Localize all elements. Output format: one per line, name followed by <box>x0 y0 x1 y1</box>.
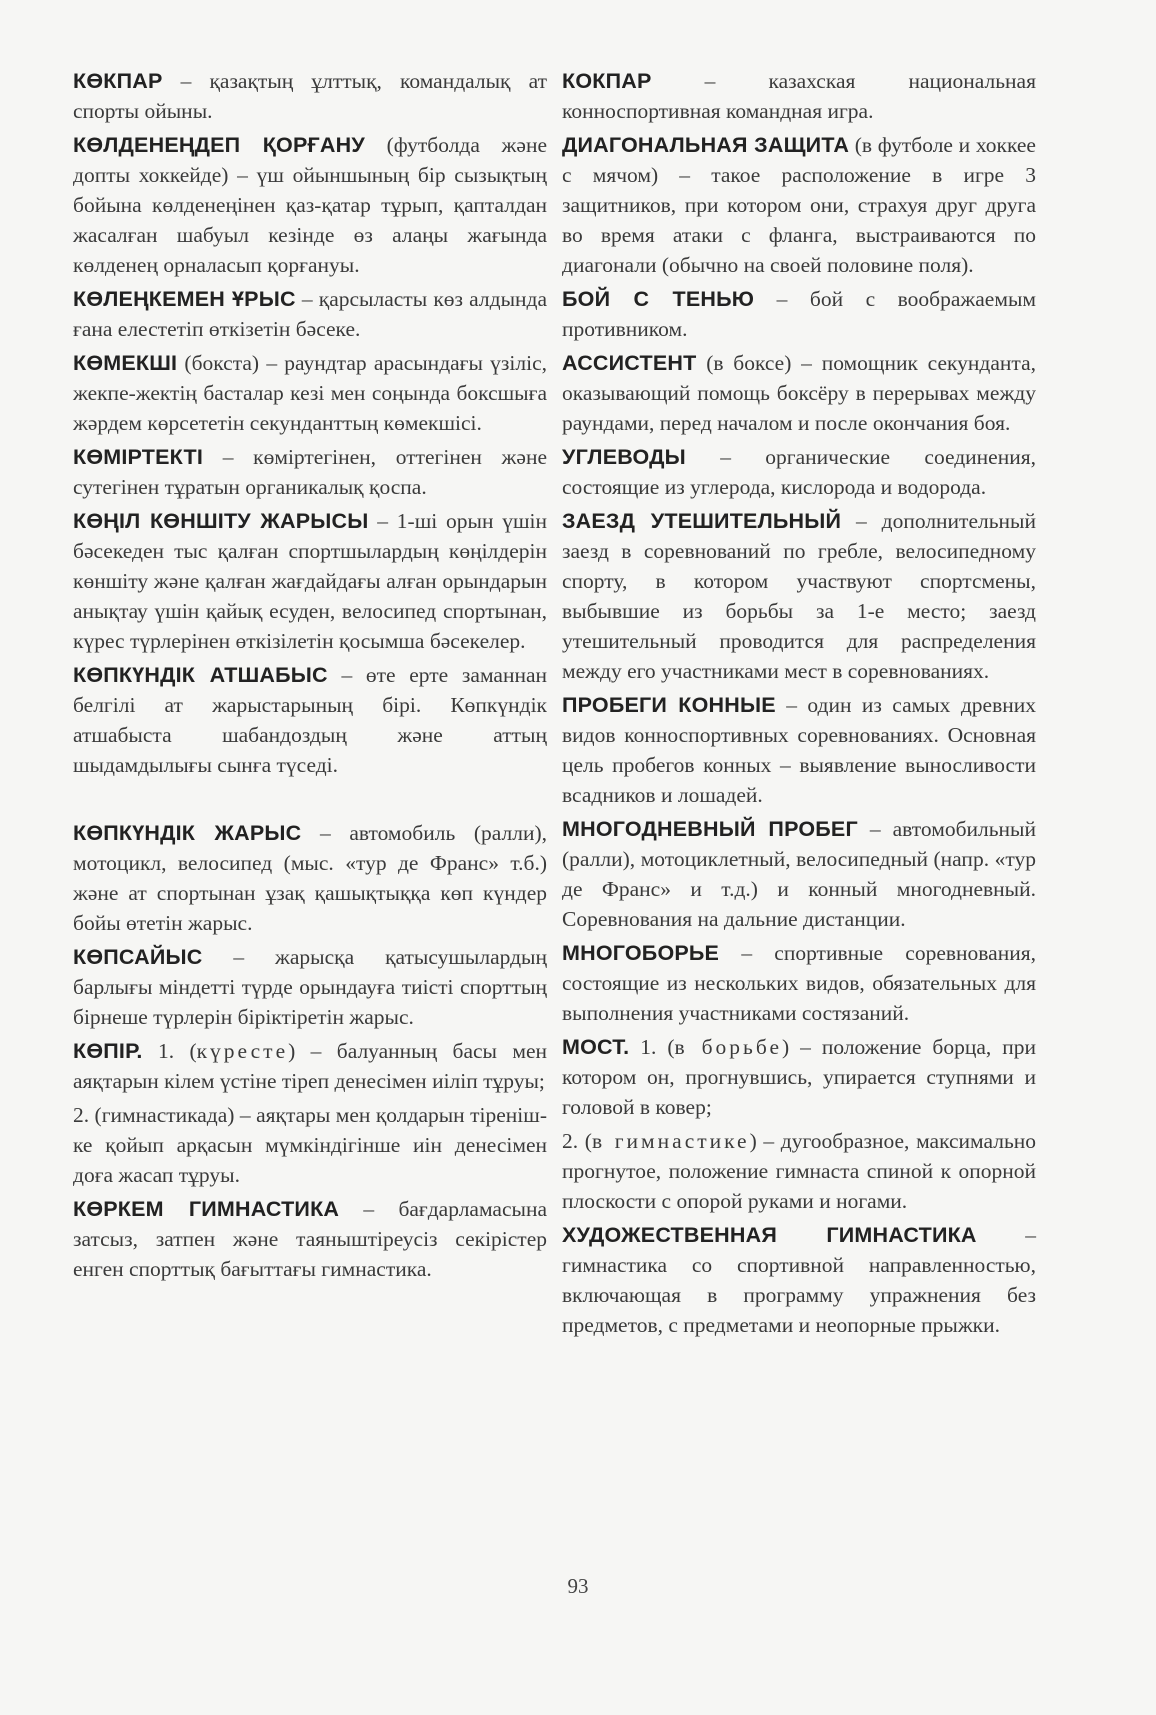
entry-kopir-sense-2 <box>73 1100 547 1190</box>
entry-shadow-boxing <box>562 284 1036 344</box>
definition: – өте ерте заманнан белгілі ат жарыстарының бірі. Көпкүндік атшабыста шабандоздың және аттың шыдамдылығы сынға түседі. <box>73 663 547 777</box>
definition: – органические соединения, состоящие из углерода, кислорода и водорода. <box>562 445 1036 499</box>
entry-horse-runs <box>562 690 1036 810</box>
term: КӨПІР. <box>73 1039 143 1063</box>
term: МНОГОБОРЬЕ <box>562 941 720 965</box>
russian-column <box>562 66 1036 1344</box>
term: АССИСТЕНТ <box>562 351 697 375</box>
definition: – спортивные соревнования, состоящие из нескольких видов, обязательных для выполнения участниками состязаний. <box>562 941 1036 1025</box>
definition: 2. (гимнастикада) – аяқтары мен қолдарын тіренішке қойып арқасын мүмкіндігінше иін денесімен доға жасап тұруы. <box>73 1103 547 1187</box>
entry-kopir <box>73 1036 547 1096</box>
sense-number: 1. ( <box>142 1039 197 1063</box>
entry-rhythmic-gymnastics <box>562 1220 1036 1340</box>
definition: – бағдарламасына затсыз, затпен және таяныштіреусіз секірістер енген спорттық бағыттағы гимнастика. <box>73 1197 548 1281</box>
term: КӨПКҮНДІК ЖАРЫС <box>73 821 302 845</box>
definition: – гимнастика со спортивной направленностью, включающая в программу упражнения без предметов, с предметами и неопорные прыжки. <box>562 1223 1036 1337</box>
spacer <box>73 784 547 818</box>
term: КӨМІРТЕКТІ <box>73 445 204 469</box>
term: ХУДОЖЕСТВЕННАЯ ГИМНАСТИКА <box>562 1223 977 1247</box>
definition: (футболда және допты хоккейде) – үш ойыншының бір сызықтың бойына көлденеңінен қаз-қатар тұрып, қапталдан жасалған шабуыл кезінде өз алаңы жағында көлденең орналасып қорғануы. <box>73 133 548 277</box>
definition: – автомобильный (ралли), мотоциклетный, велосипедный (напр. «тур де Франс» и т.д.) и конный многодневный. Соревнования на дальние дистанции. <box>562 817 1037 931</box>
term: КӨЛЕҢКЕМЕН ҰРЫС <box>73 287 296 311</box>
entry-koldeneng-qorganu <box>73 130 547 280</box>
entry-kopsaiys <box>73 942 547 1032</box>
definition: – автомобиль (ралли), мотоцикл, велосипед (мыс. «тур де Франс» т.б.) және ат спортынан ұзақ қашықтыққа көп күндер бойы өтетін жарыс. <box>73 821 547 935</box>
entry-diagonal-defense <box>562 130 1036 280</box>
sense-domain: в гимнастике <box>591 1129 750 1153</box>
definition: (в боксе) – помощник секунданта, оказывающий помощь боксёру в перерывах между раундами, перед началом и после окончания боя. <box>562 351 1036 435</box>
definition: ) – положение борца, при котором он, прогнувшись, упирается ступнями и головой в ковер; <box>562 1035 1036 1119</box>
entry-kokpar-ru <box>562 66 1036 126</box>
term: КӨПКҮНДІК АТШАБЫС <box>73 663 328 687</box>
entry-korkem-gimnastika <box>73 1194 547 1284</box>
definition: – бой с воображаемым противником. <box>562 287 1036 341</box>
entry-kopkundik-atshabys <box>73 660 547 780</box>
term: КОКПАР <box>562 69 652 93</box>
entry-kolengkemen-urys <box>73 284 547 344</box>
definition: – дополнительный заезд в соревнований по гребле, велосипедному спорту, в котором участвуют спортсмены, выбывшие из борьбы за 1-е место; заезд утешительный проводится для распределения между его участниками мест в соревнованиях. <box>562 509 1036 683</box>
term: КӨЛДЕНЕҢДЕП ҚОРҒАНУ <box>73 133 365 157</box>
term: ДИАГОНАЛЬНАЯ ЗАЩИТА <box>562 133 850 157</box>
page-number: 93 <box>567 1574 589 1598</box>
entry-all-around <box>562 938 1036 1028</box>
entry-komirtekti <box>73 442 547 502</box>
definition: ) – балуанның басы мен аяқтарын кілем үстіне тіреп денесімен иіліп тұруы; <box>73 1039 547 1093</box>
term: ЗАЕЗД УТЕШИТЕЛЬНЫЙ <box>562 509 842 533</box>
entry-most-sense-2 <box>562 1126 1036 1216</box>
term: ПРОБЕГИ КОННЫЕ <box>562 693 776 717</box>
definition: – қарсыласты көз алдында ғана елестетіп өткізетін бәсеке. <box>73 287 548 341</box>
entry-komekshi <box>73 348 547 438</box>
sense-number: 2. ( <box>562 1129 592 1153</box>
entry-assistant <box>562 348 1036 438</box>
entry-kokpar-kz <box>73 66 547 126</box>
definition: – көміртегінен, оттегінен және сутегінен тұратын органикалық қоспа. <box>73 445 547 499</box>
definition: – қазақтың ұлттық, командалық ат спорты ойыны. <box>73 69 547 123</box>
entry-consolation-race <box>562 506 1036 686</box>
term: УГЛЕВОДЫ <box>562 445 686 469</box>
entry-kongil-konshitu <box>73 506 547 656</box>
definition: – жарысқа қатысушылардың барлығы міндетті түрде орындауға тиісті спорттың бірнеше түрлерін біріктіретін жарыс. <box>73 945 547 1029</box>
sense-number: 1. ( <box>629 1035 675 1059</box>
definition: – казахская национальная конноспортивная командная игра. <box>562 69 1036 123</box>
term: КӨПСАЙЫС <box>73 945 203 969</box>
term: БОЙ С ТЕНЬЮ <box>562 287 755 311</box>
term: КӨРКЕМ ГИМНАСТИКА <box>73 1197 340 1221</box>
entry-carbohydrates <box>562 442 1036 502</box>
term: КӨКПАР <box>73 69 163 93</box>
term: КӨМЕКШІ <box>73 351 178 375</box>
definition: (бокста) – раундтар арасындағы үзіліс, жекпе-жектің басталар кезі мен соңында боксшыға жәрдем көрсететін секунданттың көмекшісі. <box>73 351 547 435</box>
entry-multiday-run <box>562 814 1036 934</box>
entry-kopkundik-zharys <box>73 818 547 938</box>
term: МНОГОДНЕВНЫЙ ПРОБЕГ <box>562 817 858 841</box>
kazakh-column <box>73 66 547 1288</box>
term: МОСТ. <box>562 1035 630 1059</box>
definition: ) – дугообразное, максимально прогнутое, положение гимнаста спиной к опорной плоскости с опорой руками и ногами. <box>562 1129 1037 1213</box>
sense-domain: в борьбе <box>674 1035 783 1059</box>
definition: (в футболе и хоккее с мячом) – такое расположение в игре 3 защитников, при котором они, страхуя друг друга во время атаки с фланга, выстраиваются по диагонали (обычно на своей половине поля). <box>562 133 1036 277</box>
entry-most <box>562 1032 1036 1122</box>
term: КӨҢІЛ КӨНШІТУ ЖАРЫСЫ <box>73 509 369 533</box>
sense-domain: күресте <box>196 1039 289 1063</box>
definition: – 1-ші орын үшін бәсекеден тыс қалған спортшылардың көңілдерін көншіту және қалған жағдайдағы алған орындарын анықтау үшін қайық есуден, велосипед спортынан, күрес түрлерінен өткізілетін қосымша бәсекелер. <box>73 509 547 653</box>
definition: – один из самых древних видов конноспортивных соревнованиях. Основная цель пробегов конных – выявление выносливости всадников и лошадей. <box>562 693 1037 807</box>
